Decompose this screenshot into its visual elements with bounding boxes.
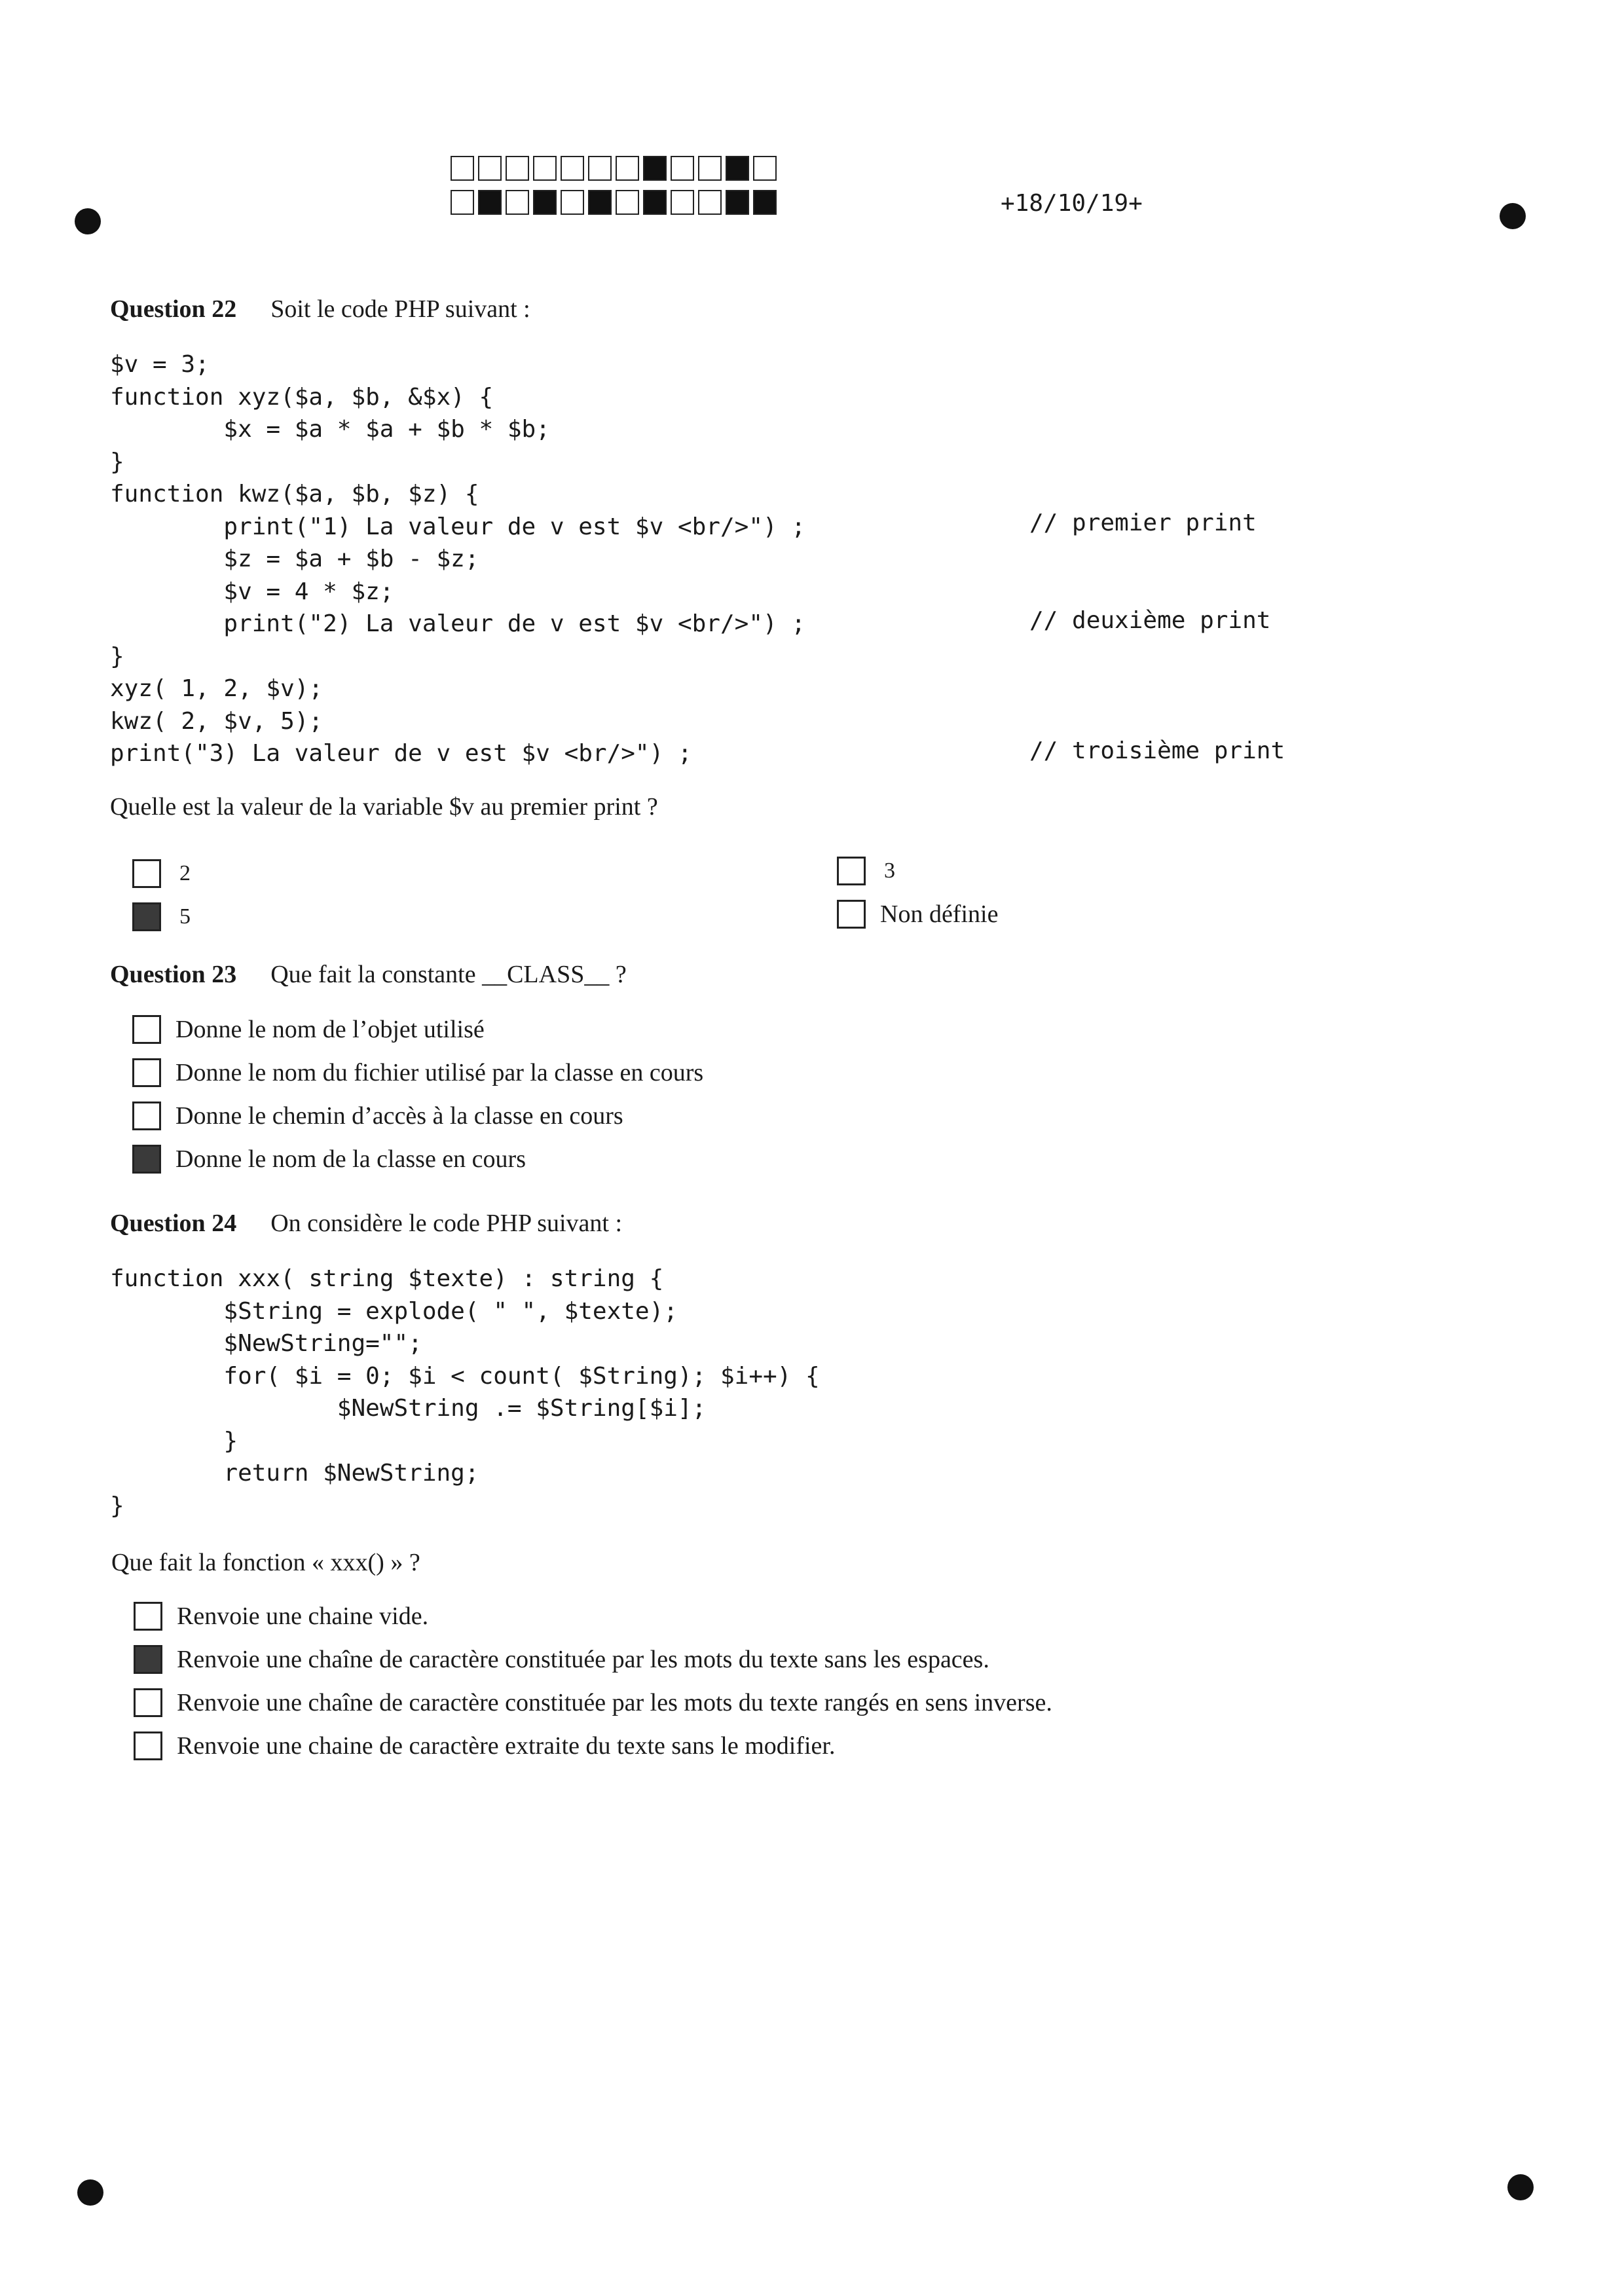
page-stamp: +18/10/19+ <box>1001 190 1143 217</box>
barcode-cell-empty <box>561 156 584 181</box>
code-comment-third: // troisième print <box>1029 737 1285 764</box>
barcode-cell-filled <box>726 190 749 215</box>
code-block-q22: $v = 3; function xyz($a, $b, &$x) { $x = $a * $a + $b * $b; } function kwz($a, $b, $z) { print("1) La valeur de v est $v <br/>") ; $z = $a + $b - $z; $v = 4 * $z; print("2) La valeur de v est $v <br/>") ; } xyz( 1, 2, $v); kwz( 2, $v, 5); print("3) La valeur de v est $v <br/>") ; <box>110 351 806 767</box>
q24-option-sans-espaces[interactable] <box>134 1645 989 1674</box>
checkbox[interactable] <box>132 1102 161 1130</box>
q24-option-extraite[interactable] <box>134 1731 835 1760</box>
barcode-cell-empty <box>671 156 694 181</box>
q23-option-objet[interactable] <box>132 1015 485 1044</box>
q22-option-5[interactable] <box>132 902 191 931</box>
question-label: Question 24 <box>110 1210 237 1237</box>
option-label: 2 <box>179 861 191 885</box>
barcode-cell-empty <box>506 190 529 215</box>
barcode-cell-empty <box>616 156 639 181</box>
q24-option-sens-inverse[interactable] <box>134 1688 1052 1717</box>
checkbox[interactable] <box>134 1602 162 1631</box>
option-label: Renvoie une chaîne de caractère constituée par les mots du texte sans les espaces. <box>177 1646 989 1673</box>
registration-mark-bottom-left <box>77 2179 103 2206</box>
q23-option-fichier[interactable] <box>132 1058 703 1087</box>
barcode-cell-empty <box>616 190 639 215</box>
checkbox[interactable] <box>134 1731 162 1760</box>
barcode-row-1 <box>451 156 781 181</box>
option-label: Renvoie une chaine vide. <box>177 1602 429 1630</box>
checkbox-checked[interactable] <box>132 902 161 931</box>
option-label: Donne le nom de la classe en cours <box>175 1145 526 1173</box>
code-block-q24: function xxx( string $texte) : string { $String = explode( " ", $texte); $NewString=""; for( $i = 0; $i < count( $String); $i++) { $NewString .= $String[$i]; } return $NewString; } <box>110 1265 820 1519</box>
checkbox[interactable] <box>134 1688 162 1717</box>
barcode-cell-filled <box>726 156 749 181</box>
code-comment-second: // deuxième print <box>1029 607 1271 634</box>
q22-option-2[interactable] <box>132 859 191 888</box>
barcode-cell-empty <box>451 190 474 215</box>
checkbox[interactable] <box>837 857 866 885</box>
option-label: 3 <box>884 859 895 883</box>
option-label: Renvoie une chaîne de caractère constituée par les mots du texte rangés en sens inverse. <box>177 1689 1052 1716</box>
option-label: Donne le nom de l’objet utilisé <box>175 1016 485 1043</box>
barcode-cell-filled <box>533 190 557 215</box>
question-title: Soit le code PHP suivant : <box>270 295 530 323</box>
checkbox[interactable] <box>132 1015 161 1044</box>
barcode-cell-filled <box>753 190 777 215</box>
checkbox-checked[interactable] <box>132 1145 161 1174</box>
barcode-cell-empty <box>698 190 722 215</box>
question-label: Question 23 <box>110 961 237 988</box>
question-label: Question 22 <box>110 295 237 323</box>
checkbox[interactable] <box>132 1058 161 1087</box>
option-label: 5 <box>179 904 191 929</box>
checkbox[interactable] <box>132 859 161 888</box>
q24-option-chaine-vide[interactable] <box>134 1602 428 1631</box>
barcode-cell-empty <box>478 156 502 181</box>
barcode-cell-empty <box>671 190 694 215</box>
code-comment-first: // premier print <box>1029 509 1257 536</box>
barcode-row-2 <box>451 190 781 215</box>
option-label: Renvoie une chaine de caractère extraite du texte sans le modifier. <box>177 1732 836 1760</box>
question-22-header <box>110 295 530 324</box>
barcode-cell-empty <box>561 190 584 215</box>
barcode-cell-filled <box>478 190 502 215</box>
barcode-cell-empty <box>588 156 612 181</box>
option-label: Donne le chemin d’accès à la classe en cours <box>175 1102 623 1130</box>
barcode-cell-filled <box>643 190 667 215</box>
question-title: On considère le code PHP suivant : <box>270 1210 623 1237</box>
question-22-prompt: Quelle est la valeur de la variable $v au premier print ? <box>110 793 658 821</box>
question-title: Que fait la constante __CLASS__ ? <box>270 961 627 988</box>
barcode-cell-filled <box>643 156 667 181</box>
question-24-prompt: Que fait la fonction « xxx() » ? <box>111 1549 420 1576</box>
question-24-header <box>110 1209 622 1238</box>
barcode-cell-filled <box>588 190 612 215</box>
q23-option-classe[interactable] <box>132 1145 526 1174</box>
barcode-cell-empty <box>533 156 557 181</box>
q22-option-non-definie[interactable] <box>837 900 998 929</box>
registration-mark-bottom-right <box>1507 2174 1534 2200</box>
barcode-cell-empty <box>506 156 529 181</box>
registration-mark-top-left <box>75 208 101 234</box>
q23-option-chemin[interactable] <box>132 1102 623 1130</box>
barcode-cell-empty <box>698 156 722 181</box>
checkbox-checked[interactable] <box>134 1645 162 1674</box>
option-label: Non définie <box>880 900 999 928</box>
registration-mark-top-right <box>1500 203 1526 229</box>
barcode-cell-empty <box>451 156 474 181</box>
q22-option-3[interactable] <box>837 857 895 885</box>
option-label: Donne le nom du fichier utilisé par la classe en cours <box>175 1059 704 1086</box>
question-23-header <box>110 960 627 989</box>
barcode-cell-empty <box>753 156 777 181</box>
checkbox[interactable] <box>837 900 866 929</box>
